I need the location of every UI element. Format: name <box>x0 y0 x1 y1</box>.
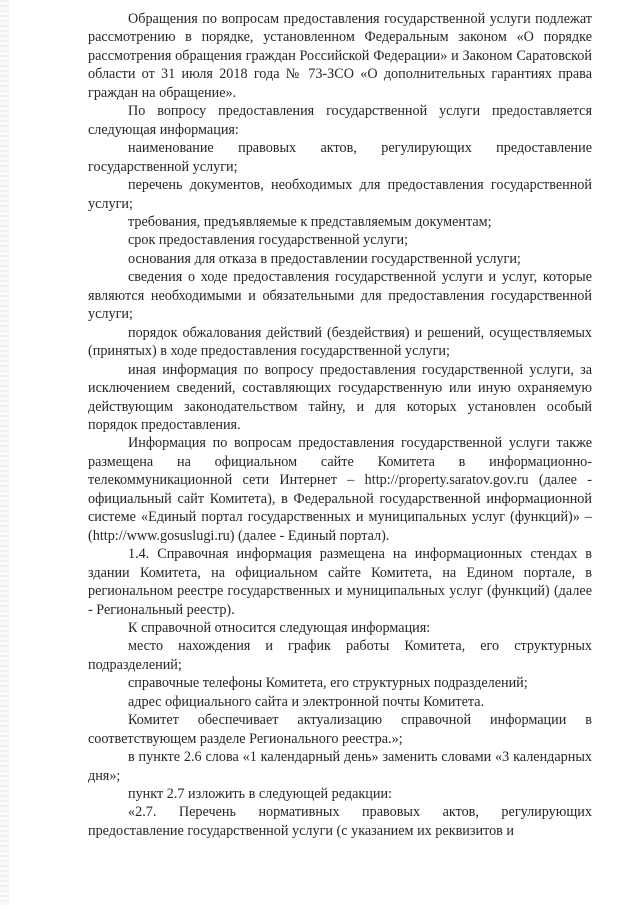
list-item-phones: справочные телефоны Комитета, его структурных подразделений; <box>128 675 528 692</box>
list-item-other-info: иная информация по вопросу предоставления государственной услуги, за исключением сведений, составляющих государственную или иную охраняемую действующим законодательством тайну, и для которых установлен особый порядок предоставления. <box>88 361 592 433</box>
list-item-legal-acts: наименование правовых актов, регулирующих предоставление государственной услуги; <box>88 140 592 175</box>
paragraph-actualization: Комитет обеспечивает актуализацию справочной информации в соответствующем разделе Регионального реестра.»; <box>88 712 592 747</box>
paragraph-section-1-4: 1.4. Справочная информация размещена на информационных стендах в здании Комитета, на официальном сайте Комитета, на Едином портале, в региональном реестре государственных и муниципальных услуг (функций) (далее - Региональный реестр). <box>88 546 592 618</box>
paragraph-reference-info-intro: К справочной относится следующая информация: <box>128 619 431 636</box>
list-item-appeal-procedure: порядок обжалования действий (бездействия) и решений, осуществляемых (принятых) в ходе предоставления государственной услуги; <box>88 324 592 360</box>
paragraph-section-2-7: «2.7. Перечень нормативных правовых актов, регулирующих предоставление государственной услуги (с указанием их реквизитов и <box>88 804 592 839</box>
paragraph-amendment-2-6: в пункте 2.6 слова «1 календарный день» заменить словами «3 календарных дня»; <box>88 749 592 784</box>
list-item-website-email: адрес официального сайта и электронной почты Комитета. <box>128 693 485 710</box>
list-item-location-schedule: место нахождения и график работы Комитета, его структурных подразделений; <box>88 638 592 673</box>
list-item-term: срок предоставления государственной услуги; <box>128 232 409 249</box>
list-item-requirements: требования, предъявляемые к представляемым документам; <box>128 213 492 230</box>
list-item-refusal-grounds: основания для отказа в предоставлении государственной услуги; <box>128 250 521 267</box>
paragraph-information-intro: По вопросу предоставления государственной услуги предоставляется следующая информация: <box>88 103 592 138</box>
scan-edge-shadow <box>0 0 9 905</box>
document-page <box>88 10 592 900</box>
paragraph-website-info: Информация по вопросам предоставления государственной услуги также размещена на официальном сайте Комитета в информационно-телекоммуникационной сети Интернет – http://property.saratov.gov.ru (далее - официальный сайт Комитета), в Федеральной государственной информационной системе «Единый портал государственных и муниципальных услуг (функций)» – (http://www.gosuslugi.ru) (далее - Единый портал). <box>88 435 592 544</box>
list-item-documents: перечень документов, необходимых для предоставления государственной услуги; <box>88 177 592 212</box>
paragraph-appeals-procedure: Обращения по вопросам предоставления государственной услуги подлежат рассмотрению в порядке, установленном Федеральным законом «О порядке рассмотрения обращения граждан Российской Федерации» и Законом Саратовской области от 31 июля 2018 года № 73-ЗСО «О дополнительных гарантиях права граждан на обращение». <box>88 11 592 101</box>
paragraph-amendment-2-7: пункт 2.7 изложить в следующей редакции: <box>128 786 392 803</box>
list-item-progress-info: сведения о ходе предоставления государственной услуги и услуг, которые являются необходимыми и обязательными для предоставления государственной услуги; <box>88 269 592 323</box>
